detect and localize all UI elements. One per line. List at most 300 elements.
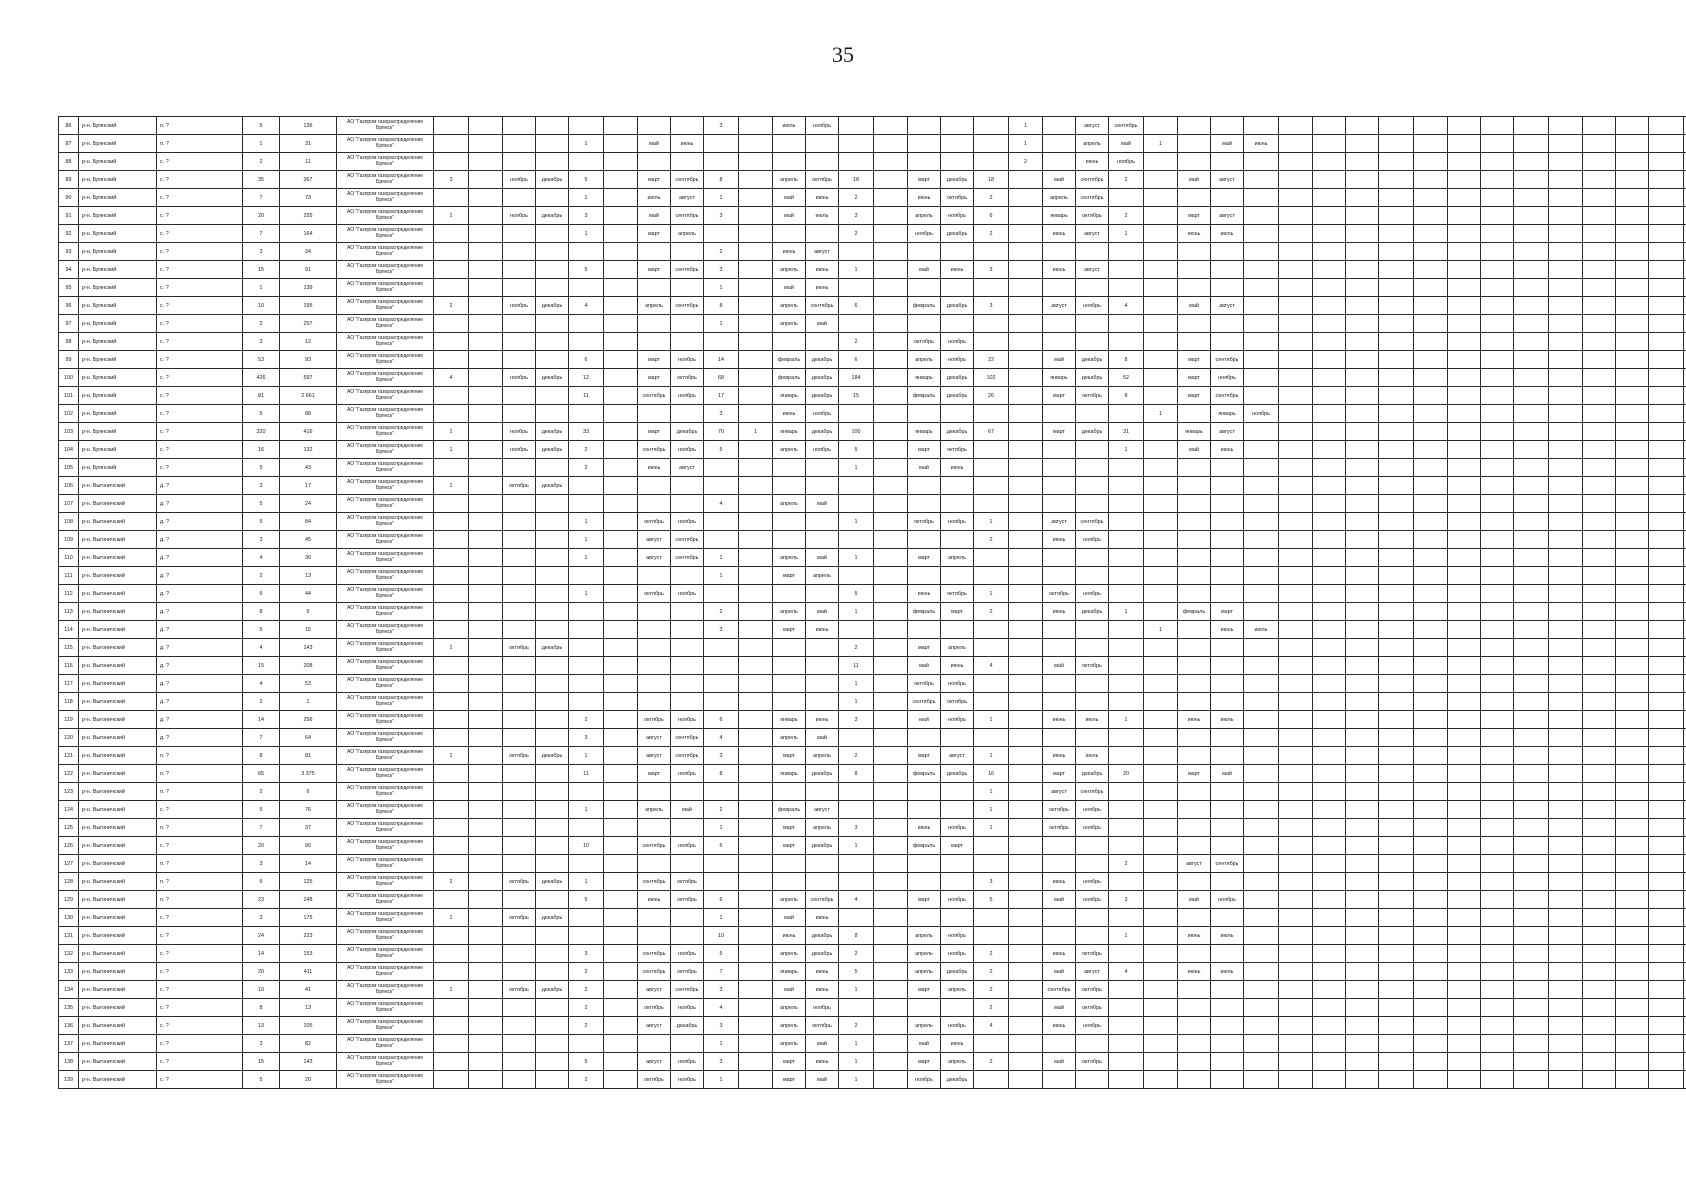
table-cell: февраль bbox=[908, 387, 941, 405]
table-cell bbox=[1279, 513, 1313, 531]
table-cell bbox=[536, 261, 569, 279]
table-cell bbox=[1178, 243, 1211, 261]
settlement-cell: д. ? bbox=[157, 513, 243, 531]
table-cell bbox=[1514, 927, 1549, 945]
table-cell bbox=[874, 243, 908, 261]
table-cell bbox=[1144, 315, 1178, 333]
table-cell bbox=[1076, 477, 1109, 495]
table-cell bbox=[1481, 1053, 1514, 1071]
table-cell bbox=[1549, 945, 1583, 963]
table-cell: декабрь bbox=[536, 297, 569, 315]
settlement-cell: д. ? bbox=[157, 477, 243, 495]
table-cell bbox=[874, 1053, 908, 1071]
table-cell: сентябрь bbox=[638, 837, 671, 855]
table-cell bbox=[1144, 693, 1178, 711]
table-cell bbox=[1414, 297, 1448, 315]
table-cell bbox=[1481, 783, 1514, 801]
organization-cell: АО "Газпром газораспределение Брянск" bbox=[337, 657, 434, 675]
table-cell: март bbox=[773, 1053, 806, 1071]
table-cell: сентябрь bbox=[638, 387, 671, 405]
table-cell bbox=[1649, 639, 1684, 657]
table-cell: 5 bbox=[839, 963, 874, 981]
table-cell bbox=[1313, 171, 1346, 189]
table-cell: 1 bbox=[839, 459, 874, 477]
table-cell bbox=[1414, 1017, 1448, 1035]
table-cell bbox=[974, 153, 1009, 171]
table-cell: 70 bbox=[704, 423, 739, 441]
district-cell: р-н. Выгоничский bbox=[79, 495, 157, 513]
table-cell: май bbox=[908, 657, 941, 675]
table-cell: октябрь bbox=[941, 693, 974, 711]
table-cell: июнь bbox=[941, 459, 974, 477]
settlement-cell: д. ? bbox=[157, 675, 243, 693]
table-cell bbox=[1109, 729, 1144, 747]
table-cell bbox=[1109, 837, 1144, 855]
organization-cell: АО "Газпром газораспределение Брянск" bbox=[337, 333, 434, 351]
table-cell bbox=[1279, 729, 1313, 747]
table-cell bbox=[671, 279, 704, 297]
table-cell: март bbox=[1043, 423, 1076, 441]
table-cell bbox=[1379, 567, 1414, 585]
table-cell: июнь bbox=[1178, 225, 1211, 243]
table-cell bbox=[1514, 909, 1549, 927]
row-number-cell: 96 bbox=[59, 297, 79, 315]
organization-cell: АО "Газпром газораспределение Брянск" bbox=[337, 405, 434, 423]
table-cell bbox=[604, 711, 638, 729]
table-cell: 2 bbox=[839, 747, 874, 765]
table-cell: август bbox=[1043, 783, 1076, 801]
district-cell: р-н. Выгоничский bbox=[79, 477, 157, 495]
table-cell bbox=[1109, 819, 1144, 837]
table-cell: 12 bbox=[569, 369, 604, 387]
table-cell bbox=[1244, 675, 1279, 693]
table-cell bbox=[1514, 459, 1549, 477]
table-cell bbox=[941, 315, 974, 333]
table-cell: 1 bbox=[974, 711, 1009, 729]
table-cell bbox=[604, 171, 638, 189]
table-cell: 3 bbox=[434, 171, 469, 189]
table-cell bbox=[1414, 423, 1448, 441]
table-cell bbox=[1144, 477, 1178, 495]
table-cell bbox=[1144, 801, 1178, 819]
table-cell bbox=[1144, 603, 1178, 621]
table-cell bbox=[739, 1071, 773, 1089]
table-cell bbox=[1279, 999, 1313, 1017]
row-number-cell: 125 bbox=[59, 819, 79, 837]
table-cell bbox=[974, 621, 1009, 639]
table-cell bbox=[1178, 1035, 1211, 1053]
table-cell bbox=[1649, 297, 1684, 315]
district-cell: р-н. Брянский bbox=[79, 369, 157, 387]
table-cell bbox=[1009, 207, 1043, 225]
table-cell bbox=[469, 1071, 503, 1089]
table-cell bbox=[1379, 135, 1414, 153]
table-cell bbox=[1009, 423, 1043, 441]
table-cell bbox=[1649, 513, 1684, 531]
table-cell: сентябрь bbox=[1076, 189, 1109, 207]
table-cell: 15 bbox=[243, 1053, 280, 1071]
table-cell bbox=[704, 135, 739, 153]
table-cell: 8 bbox=[1109, 351, 1144, 369]
table-cell bbox=[739, 477, 773, 495]
table-cell bbox=[1211, 459, 1244, 477]
table-cell bbox=[908, 999, 941, 1017]
table-cell bbox=[1481, 909, 1514, 927]
table-cell bbox=[1076, 855, 1109, 873]
table-cell: 15 bbox=[243, 261, 280, 279]
table-cell bbox=[1414, 945, 1448, 963]
table-cell: 10 bbox=[569, 837, 604, 855]
table-cell bbox=[1649, 207, 1684, 225]
table-row bbox=[59, 567, 1686, 585]
table-cell bbox=[536, 765, 569, 783]
table-cell: ноябрь bbox=[941, 207, 974, 225]
table-cell: 2 bbox=[569, 441, 604, 459]
table-cell bbox=[1379, 729, 1414, 747]
table-cell: июнь bbox=[773, 405, 806, 423]
table-cell bbox=[1514, 387, 1549, 405]
table-cell bbox=[1043, 927, 1076, 945]
table-cell bbox=[1244, 945, 1279, 963]
table-cell bbox=[1211, 981, 1244, 999]
table-cell bbox=[874, 873, 908, 891]
table-cell bbox=[1009, 765, 1043, 783]
table-cell bbox=[1414, 369, 1448, 387]
table-cell: 597 bbox=[280, 369, 337, 387]
table-cell bbox=[839, 873, 874, 891]
table-cell bbox=[569, 315, 604, 333]
table-cell bbox=[1279, 567, 1313, 585]
organization-cell: АО "Газпром газораспределение Брянск" bbox=[337, 459, 434, 477]
table-cell: 5 bbox=[243, 1071, 280, 1089]
organization-cell: АО "Газпром газораспределение Брянск" bbox=[337, 225, 434, 243]
table-cell bbox=[941, 117, 974, 135]
table-cell bbox=[1481, 315, 1514, 333]
table-cell: 1 bbox=[704, 819, 739, 837]
table-cell bbox=[469, 117, 503, 135]
table-cell bbox=[1379, 909, 1414, 927]
table-cell bbox=[1076, 405, 1109, 423]
district-cell: р-н. Выгоничский bbox=[79, 819, 157, 837]
table-cell bbox=[503, 189, 536, 207]
table-cell bbox=[1313, 441, 1346, 459]
table-cell: 2 bbox=[974, 189, 1009, 207]
table-cell: 11 bbox=[569, 387, 604, 405]
table-row bbox=[59, 999, 1686, 1017]
table-cell bbox=[1313, 873, 1346, 891]
table-cell bbox=[773, 855, 806, 873]
table-cell bbox=[739, 1017, 773, 1035]
table-cell bbox=[604, 135, 638, 153]
table-cell: 3 bbox=[839, 207, 874, 225]
table-cell bbox=[1109, 315, 1144, 333]
table-cell bbox=[1346, 423, 1379, 441]
table-cell bbox=[1481, 243, 1514, 261]
table-cell bbox=[806, 783, 839, 801]
table-cell bbox=[671, 333, 704, 351]
table-cell bbox=[1649, 693, 1684, 711]
table-cell bbox=[1244, 657, 1279, 675]
table-cell: 2 bbox=[569, 459, 604, 477]
table-cell: июнь bbox=[1043, 1017, 1076, 1035]
table-cell bbox=[1514, 225, 1549, 243]
table-cell bbox=[941, 477, 974, 495]
table-cell: 426 bbox=[243, 369, 280, 387]
table-cell: 1 bbox=[704, 567, 739, 585]
district-cell: р-н. Брянский bbox=[79, 297, 157, 315]
table-cell bbox=[1313, 837, 1346, 855]
district-cell: р-н. Выгоничский bbox=[79, 657, 157, 675]
table-cell: 81 bbox=[243, 387, 280, 405]
table-cell bbox=[536, 315, 569, 333]
table-cell bbox=[1009, 819, 1043, 837]
table-cell bbox=[1346, 873, 1379, 891]
table-cell bbox=[1379, 819, 1414, 837]
table-cell bbox=[1313, 477, 1346, 495]
table-cell bbox=[1514, 747, 1549, 765]
table-cell: февраль bbox=[1178, 603, 1211, 621]
table-cell bbox=[1313, 999, 1346, 1017]
table-cell bbox=[1414, 801, 1448, 819]
table-cell bbox=[941, 495, 974, 513]
table-cell bbox=[1549, 891, 1583, 909]
table-cell bbox=[1616, 693, 1649, 711]
organization-cell: АО "Газпром газораспределение Брянск" bbox=[337, 243, 434, 261]
table-cell bbox=[1313, 351, 1346, 369]
table-cell bbox=[536, 945, 569, 963]
table-cell bbox=[536, 693, 569, 711]
settlement-cell: с. ? bbox=[157, 909, 243, 927]
district-cell: р-н. Брянский bbox=[79, 135, 157, 153]
table-cell: 3 bbox=[704, 1053, 739, 1071]
table-cell: декабрь bbox=[806, 423, 839, 441]
table-cell: 320 bbox=[243, 423, 280, 441]
table-cell: декабрь bbox=[536, 747, 569, 765]
table-cell bbox=[1583, 585, 1616, 603]
table-cell: 1 bbox=[839, 675, 874, 693]
table-cell bbox=[1448, 1053, 1481, 1071]
table-cell bbox=[1481, 531, 1514, 549]
table-cell bbox=[1414, 405, 1448, 423]
table-cell bbox=[1514, 567, 1549, 585]
table-cell bbox=[1649, 279, 1684, 297]
row-number-cell: 115 bbox=[59, 639, 79, 657]
table-cell bbox=[1009, 657, 1043, 675]
table-cell bbox=[1043, 567, 1076, 585]
table-cell bbox=[1379, 549, 1414, 567]
table-cell bbox=[806, 585, 839, 603]
table-cell bbox=[1649, 351, 1684, 369]
table-cell bbox=[1414, 225, 1448, 243]
table-cell: 7 bbox=[243, 729, 280, 747]
table-cell: май bbox=[773, 279, 806, 297]
table-cell bbox=[1076, 927, 1109, 945]
table-cell: 2 bbox=[243, 153, 280, 171]
table-cell: январь bbox=[1043, 207, 1076, 225]
table-cell bbox=[503, 891, 536, 909]
table-cell: 88 bbox=[280, 405, 337, 423]
row-number-cell: 134 bbox=[59, 981, 79, 999]
district-cell: р-н. Выгоничский bbox=[79, 693, 157, 711]
table-cell bbox=[536, 1017, 569, 1035]
table-cell bbox=[739, 1053, 773, 1071]
table-cell: сентябрь bbox=[671, 531, 704, 549]
table-cell bbox=[974, 693, 1009, 711]
table-cell bbox=[1144, 333, 1178, 351]
table-cell bbox=[1616, 351, 1649, 369]
settlement-cell: д. ? bbox=[157, 693, 243, 711]
table-cell bbox=[1583, 495, 1616, 513]
organization-cell: АО "Газпром газораспределение Брянск" bbox=[337, 261, 434, 279]
table-cell bbox=[1346, 765, 1379, 783]
table-cell bbox=[434, 711, 469, 729]
table-cell bbox=[1109, 909, 1144, 927]
table-cell bbox=[1616, 675, 1649, 693]
table-cell bbox=[1549, 999, 1583, 1017]
table-cell bbox=[974, 243, 1009, 261]
table-cell bbox=[1448, 189, 1481, 207]
table-cell bbox=[1178, 909, 1211, 927]
table-row bbox=[59, 909, 1686, 927]
table-cell bbox=[1346, 621, 1379, 639]
table-cell: ноябрь bbox=[1076, 531, 1109, 549]
table-cell bbox=[1379, 279, 1414, 297]
table-cell bbox=[1043, 621, 1076, 639]
table-cell bbox=[874, 261, 908, 279]
table-cell: 2 bbox=[974, 1053, 1009, 1071]
table-cell bbox=[1279, 135, 1313, 153]
table-cell: 4 bbox=[704, 999, 739, 1017]
table-cell: декабрь bbox=[941, 369, 974, 387]
table-cell bbox=[1313, 603, 1346, 621]
row-number-cell: 113 bbox=[59, 603, 79, 621]
table-cell: апрель bbox=[908, 1017, 941, 1035]
table-cell bbox=[1549, 333, 1583, 351]
organization-cell: АО "Газпром газораспределение Брянск" bbox=[337, 747, 434, 765]
table-cell: май bbox=[1178, 297, 1211, 315]
table-cell bbox=[1583, 243, 1616, 261]
table-cell bbox=[1414, 243, 1448, 261]
row-number-cell: 98 bbox=[59, 333, 79, 351]
table-cell bbox=[1549, 351, 1583, 369]
table-cell bbox=[1448, 351, 1481, 369]
table-cell bbox=[1244, 1053, 1279, 1071]
table-cell bbox=[1076, 1071, 1109, 1089]
table-cell bbox=[1616, 135, 1649, 153]
table-cell bbox=[1144, 549, 1178, 567]
table-cell bbox=[806, 693, 839, 711]
table-row bbox=[59, 873, 1686, 891]
table-cell bbox=[1211, 279, 1244, 297]
table-cell bbox=[469, 135, 503, 153]
table-row bbox=[59, 207, 1686, 225]
table-cell bbox=[1414, 693, 1448, 711]
settlement-cell: д. ? bbox=[157, 621, 243, 639]
table-cell bbox=[1178, 261, 1211, 279]
table-cell bbox=[1009, 747, 1043, 765]
table-cell: декабрь bbox=[1076, 423, 1109, 441]
table-cell bbox=[1414, 783, 1448, 801]
table-cell: март bbox=[773, 1071, 806, 1089]
table-cell bbox=[1211, 243, 1244, 261]
table-cell bbox=[1616, 297, 1649, 315]
table-cell bbox=[874, 567, 908, 585]
table-cell: март bbox=[773, 819, 806, 837]
table-cell bbox=[1549, 639, 1583, 657]
table-cell bbox=[1549, 117, 1583, 135]
table-cell bbox=[1211, 1017, 1244, 1035]
table-cell bbox=[739, 693, 773, 711]
organization-cell: АО "Газпром газораспределение Брянск" bbox=[337, 423, 434, 441]
table-cell: 1 bbox=[839, 1071, 874, 1089]
table-cell bbox=[1043, 405, 1076, 423]
table-cell: 76 bbox=[280, 801, 337, 819]
row-number-cell: 127 bbox=[59, 855, 79, 873]
table-cell: 3 375 bbox=[280, 765, 337, 783]
table-cell: январь bbox=[773, 711, 806, 729]
table-cell: октябрь bbox=[503, 477, 536, 495]
table-cell bbox=[1649, 459, 1684, 477]
table-cell bbox=[1313, 297, 1346, 315]
district-cell: р-н. Выгоничский bbox=[79, 567, 157, 585]
row-number-cell: 112 bbox=[59, 585, 79, 603]
table-cell bbox=[503, 333, 536, 351]
table-cell bbox=[638, 675, 671, 693]
table-cell bbox=[1043, 333, 1076, 351]
table-cell bbox=[1616, 171, 1649, 189]
table-cell bbox=[1009, 873, 1043, 891]
table-cell bbox=[1379, 1017, 1414, 1035]
table-cell bbox=[739, 459, 773, 477]
table-cell: июнь bbox=[1178, 963, 1211, 981]
table-cell bbox=[536, 675, 569, 693]
table-cell bbox=[1313, 765, 1346, 783]
table-cell bbox=[1583, 135, 1616, 153]
table-cell bbox=[839, 477, 874, 495]
table-cell bbox=[1481, 711, 1514, 729]
table-cell bbox=[1414, 1053, 1448, 1071]
table-cell bbox=[1346, 945, 1379, 963]
table-cell bbox=[604, 1017, 638, 1035]
district-cell: р-н. Выгоничский bbox=[79, 855, 157, 873]
table-cell bbox=[1379, 765, 1414, 783]
table-cell bbox=[773, 513, 806, 531]
table-cell bbox=[1211, 117, 1244, 135]
table-cell bbox=[1279, 621, 1313, 639]
table-cell bbox=[1076, 315, 1109, 333]
table-cell: 1 bbox=[974, 513, 1009, 531]
table-cell bbox=[671, 567, 704, 585]
table-cell bbox=[1009, 171, 1043, 189]
table-cell bbox=[1379, 117, 1414, 135]
table-cell bbox=[1109, 333, 1144, 351]
table-cell bbox=[536, 117, 569, 135]
table-cell bbox=[1009, 999, 1043, 1017]
table-cell bbox=[941, 873, 974, 891]
table-cell bbox=[1448, 603, 1481, 621]
table-cell: январь bbox=[1178, 423, 1211, 441]
table-cell bbox=[1313, 459, 1346, 477]
table-cell bbox=[1616, 801, 1649, 819]
table-cell bbox=[1346, 837, 1379, 855]
table-cell: декабрь bbox=[1076, 603, 1109, 621]
table-cell bbox=[974, 315, 1009, 333]
table-cell bbox=[1414, 495, 1448, 513]
table-cell bbox=[839, 279, 874, 297]
table-cell: апрель bbox=[908, 927, 941, 945]
table-cell bbox=[974, 279, 1009, 297]
table-cell: ноябрь bbox=[503, 423, 536, 441]
